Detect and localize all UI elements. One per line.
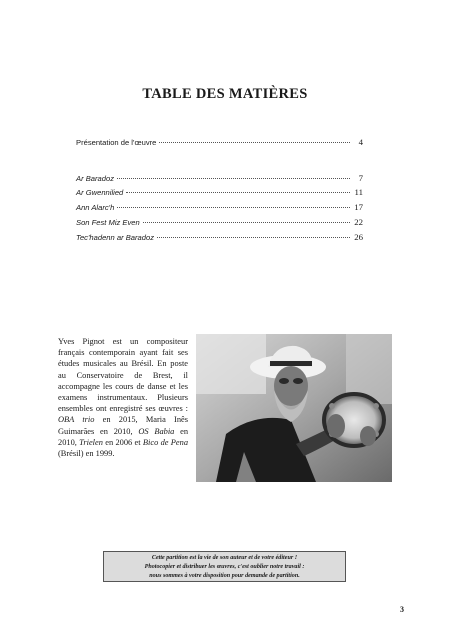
- toc-page-number: 4: [358, 137, 363, 147]
- bio-work-title: OS Babia: [138, 426, 175, 436]
- toc-entry-label: Ar Gwennilied: [76, 188, 124, 197]
- toc-entry-label: Tec'hadenn ar Baradoz: [76, 233, 155, 242]
- toc-page-number: 17: [354, 202, 363, 212]
- bio-text: Yves Pignot est un compositeur français contemporain ayant fait ses études musicales au Brésil. En poste au Conservatoire de Brest, il accompagne les cours de danse et les examens instrumentaux. Plusieurs ensembles ont enregistré ses œuvres :: [58, 337, 188, 414]
- toc-page-number: 7: [358, 173, 363, 183]
- toc-leader-dots: [117, 207, 350, 208]
- copyright-notice: [103, 551, 346, 582]
- bio-work-title: Bico de Pena: [142, 437, 189, 447]
- toc-leader-dots: [143, 222, 350, 223]
- bio-work-title: OBA trio: [58, 415, 95, 425]
- toc-leader-dots: [117, 178, 350, 179]
- page-number: 3: [400, 605, 404, 614]
- toc-entry-label: Ann Alarc'h: [76, 203, 115, 212]
- bio-text: en 2006 et: [102, 437, 143, 447]
- toc-page-number: 22: [354, 217, 363, 227]
- bio-text: en 2015, Maria Inês Guimarães en 2010,: [58, 415, 189, 436]
- toc-title: TABLE DES MATIÈRES: [142, 86, 308, 102]
- toc-entry-ar-baradoz[interactable]: [76, 173, 363, 186]
- notice-line: nous sommes à votre disposition pour demande de partition.: [149, 572, 300, 579]
- composer-bio: [58, 336, 188, 459]
- toc-entry-ann-alarch[interactable]: [76, 202, 363, 215]
- toc-entry-label: Ar Baradoz: [76, 174, 114, 183]
- bio-text: en 2010,: [58, 426, 189, 447]
- toc-leader-dots: [126, 192, 350, 193]
- bio-work-title: Trielen: [79, 437, 103, 447]
- toc-entry-son-fest-miz-even[interactable]: [76, 217, 363, 230]
- notice-line: Cette partition est la vie de son auteur et de votre éditeur !: [151, 555, 298, 561]
- toc-entry-label: Présentation de l'œuvre: [76, 138, 157, 147]
- composer-photo: [196, 334, 392, 482]
- toc-entry-techadenn-ar-baradoz[interactable]: [76, 232, 363, 245]
- toc-leader-dots: [157, 237, 350, 238]
- toc-page-number: 11: [354, 187, 363, 197]
- notice-line: Photocopier et distribuer les œuvres, c'est oublier notre travail :: [144, 563, 305, 570]
- toc-entry-ar-gwennilied[interactable]: [76, 187, 363, 200]
- toc-leader-dots: [159, 142, 350, 143]
- toc-entry-label: Son Fest Miz Even: [76, 218, 140, 227]
- toc-page-number: 26: [354, 232, 363, 242]
- bio-text: (Brésil) en 1999.: [58, 449, 115, 459]
- toc-entry-presentation[interactable]: [76, 137, 363, 150]
